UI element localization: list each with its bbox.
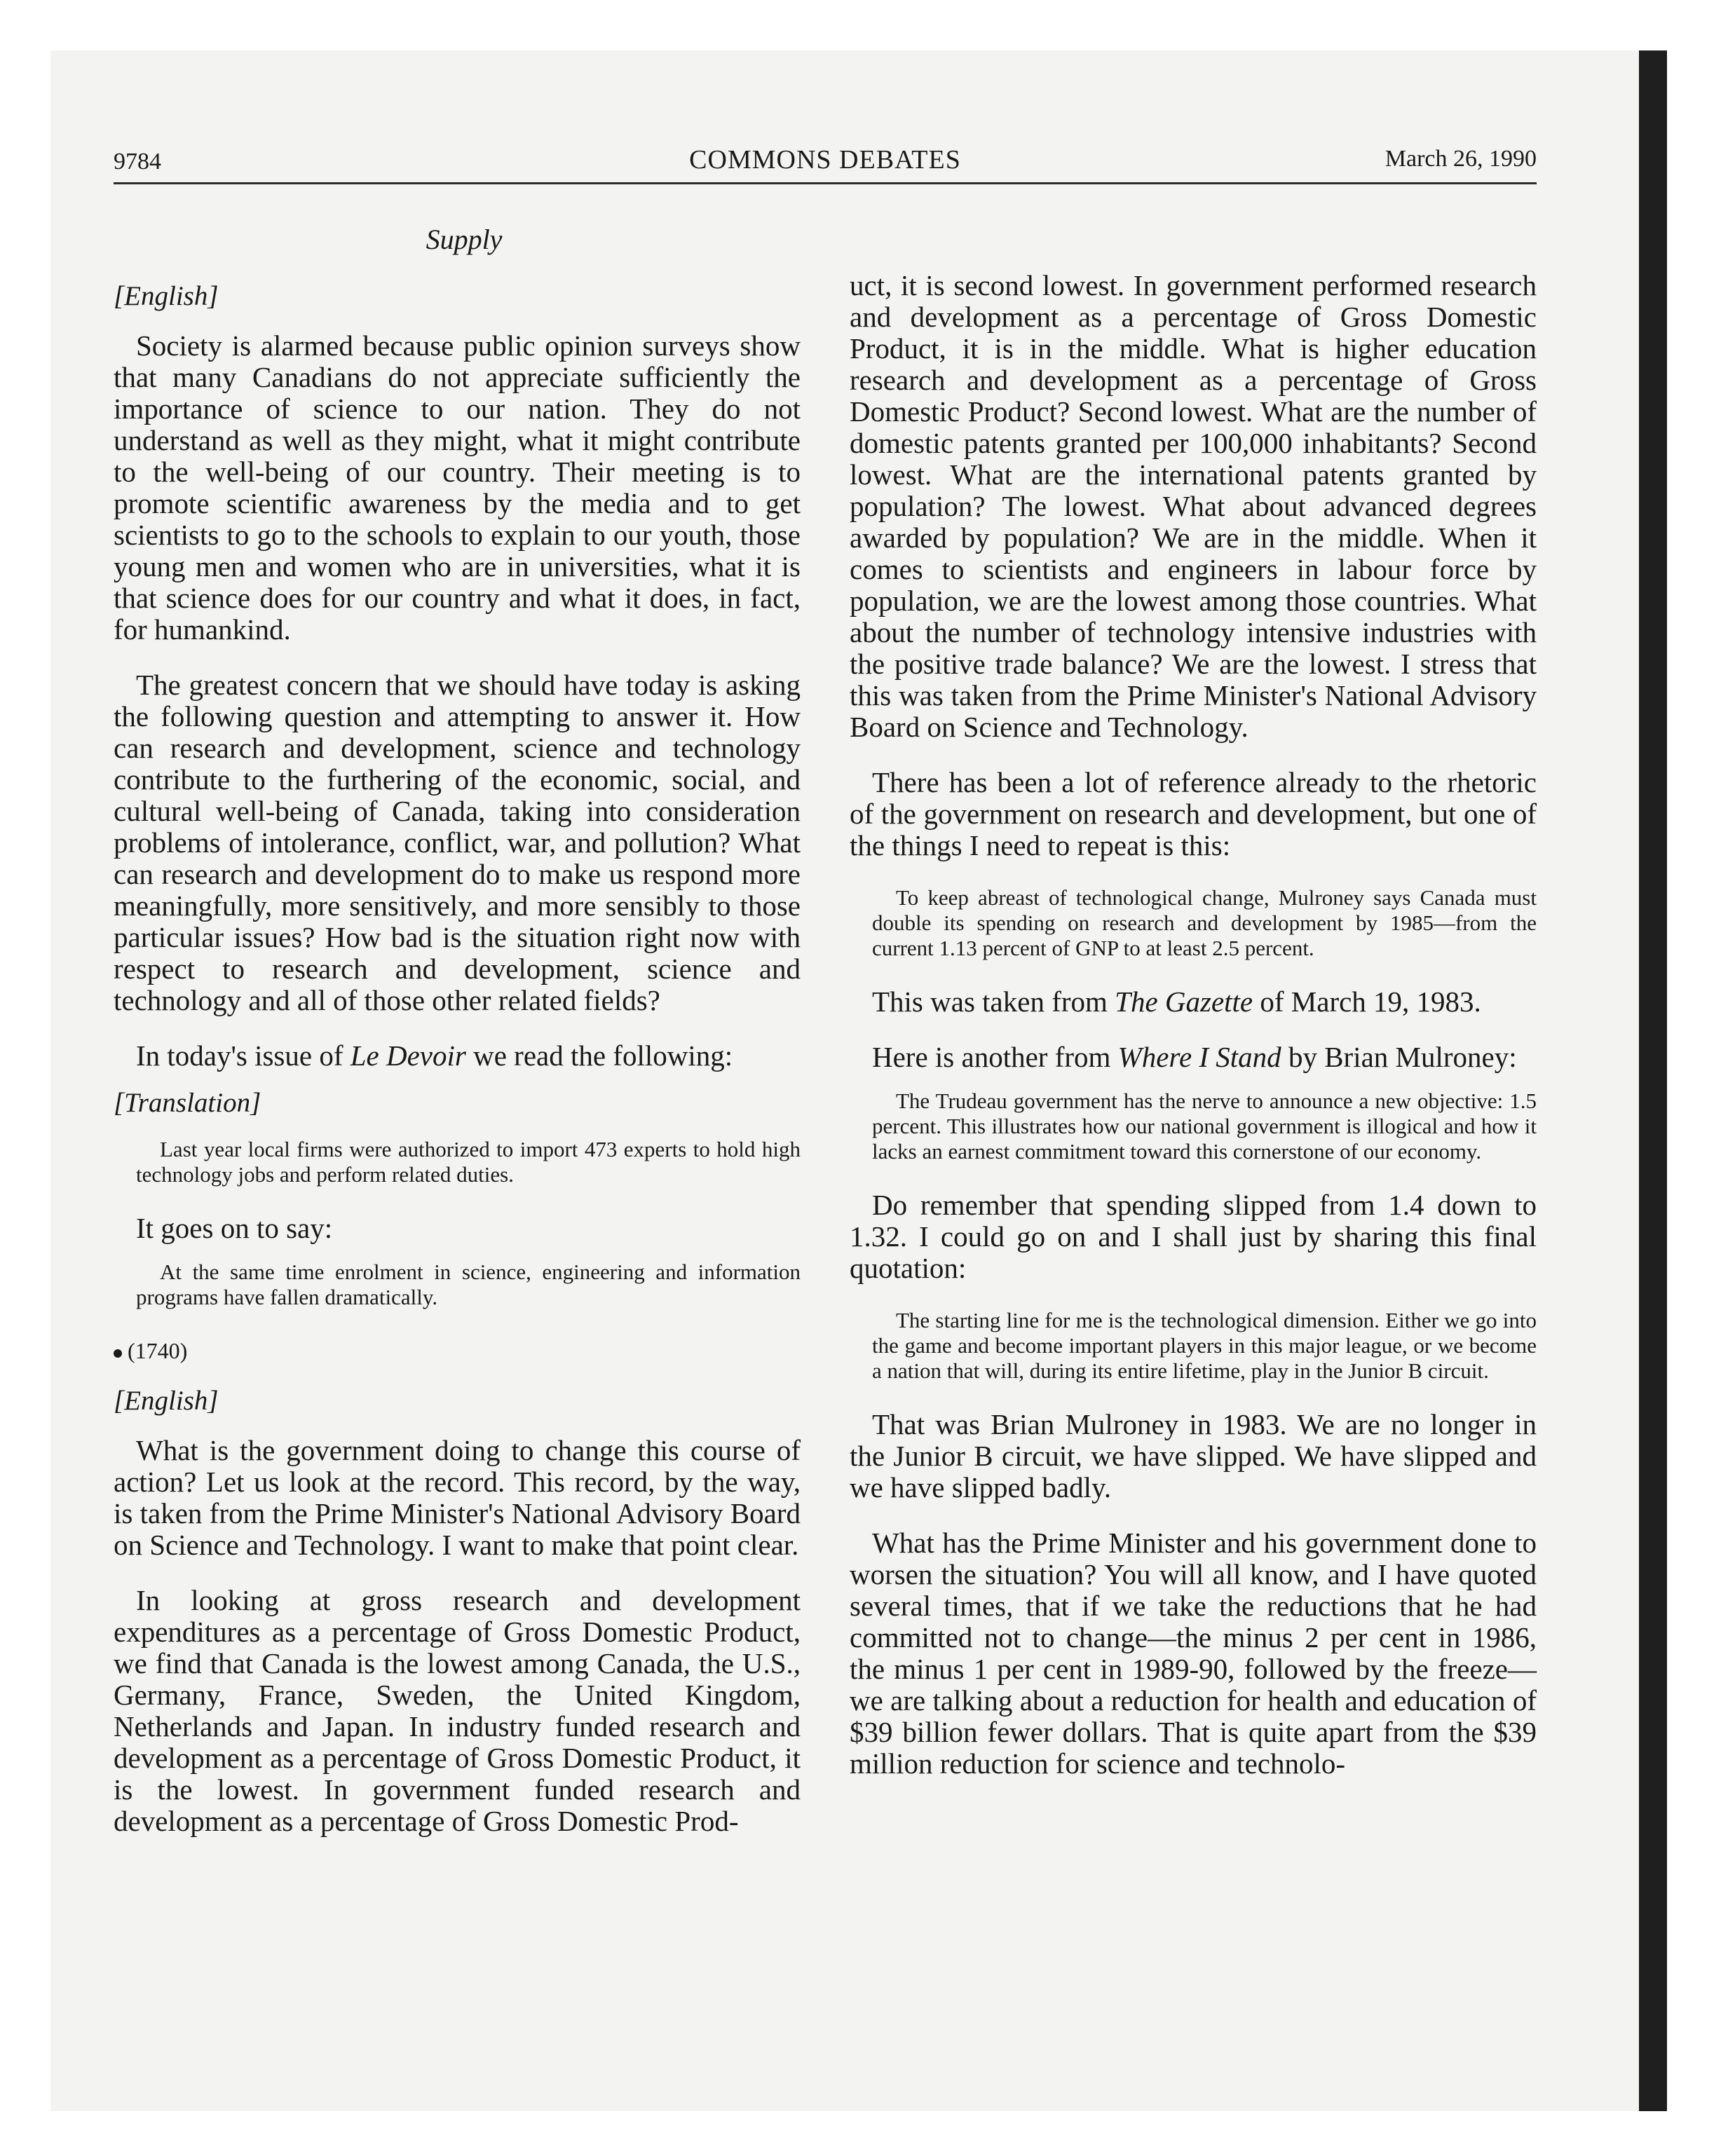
paragraph-junior-b: That was Brian Mulroney in 1983. We are no longer in the Junior B circuit, we have slipped. We have slipped and we have slipped badly. — [850, 1408, 1537, 1503]
time-marker-text: (1740) — [128, 1338, 188, 1363]
left-column — [114, 270, 801, 1861]
devoir-title: Le Devoir — [350, 1039, 466, 1072]
paragraph-concern: The greatest concern that we should have today is asking the following question and attempting to answer it. How can research and development, science and technology contribute to the furthering of the economic, social, and cultural well-being of Canada, taking into consideration problems of intolerance, conflict, war, and pollution? What can research and development do to make us respond more meaningfully, more sensitively, and more sensibly to those particular issues? How bad is the situation right now with respect to research and development, science and technology and all of those other related fields? — [114, 669, 801, 1016]
devoir-intro-before: In today's issue of — [136, 1039, 351, 1072]
document-page — [114, 140, 1537, 1837]
quote-enrolment: At the same time enrolment in science, engineering and information programs have fallen dramatically. — [136, 1260, 801, 1309]
gazette-before: This was taken from — [872, 985, 1115, 1018]
page-header — [114, 140, 1537, 184]
scan-edge-shadow — [1639, 50, 1667, 2111]
paragraph-gross: In looking at gross research and development expenditures as a percentage of Gross Domestic Product, we find that Canada is the lowest among Canada, the U.S., Germany, France, Sweden, the United Kingdom, Netherlands and Japan. In industry funded research and development as a percentage of Gross Domestic Product, it is the lowest. In government funded research and development as a percentage of Gross Domestic Prod- — [114, 1584, 801, 1837]
publication-title: COMMONS DEBATES — [689, 145, 961, 175]
stand-before: Here is another from — [872, 1041, 1118, 1073]
publication-date: March 26, 1990 — [1384, 146, 1537, 172]
paragraph-gazette — [850, 986, 1537, 1018]
page-number: 9784 — [114, 149, 161, 175]
devoir-intro-after: we read the following: — [465, 1039, 733, 1072]
bullet-icon — [114, 1349, 122, 1358]
language-tag-translation: [Translation] — [114, 1088, 261, 1118]
paragraph-society: Society is alarmed because public opinion surveys show that many Canadians do not appreciate sufficiently the importance of science to our nation. They do not understand as well as they might, what it might contribute to the well-being of our country. Their meeting is to promote scientific awareness by the media and to get scientists to go to the schools to explain to our youth, those young men and women who are in universities, what it is that science does for our country and what it does, in fact, for humankind. — [114, 329, 801, 646]
quote-abreast: To keep abreast of technological change, Mulroney says Canada must double its spending on research and development by 1985—from the current 1.13 percent of GNP to at least 2.5 percent. — [872, 885, 1537, 960]
paragraph-devoir-intro — [114, 1040, 801, 1072]
paragraph-remember: Do remember that spending slipped from 1.4 down to 1.32. I could go on and I shall just by sharing this final quotation: — [850, 1189, 1537, 1284]
stand-after: by Brian Mulroney: — [1281, 1041, 1517, 1073]
paragraph-worsen: What has the Prime Minister and his government done to worsen the situation? You will all know, and I have quoted several times, that if we take the reductions that he had committed not to change—the minus 2 per cent in 1986, the minus 1 per cent in 1989-90, followed by the freeze—we are talking about a reduction for health and education of $39 billion fewer dollars. That is quite apart from the $39 million reduction for science and technolo- — [850, 1527, 1537, 1780]
stand-title: Where I Stand — [1117, 1041, 1281, 1073]
paragraph-continued: uct, it is second lowest. In government performed research and development as a percentage of Gross Domestic Product, it is in the middle. What is higher education research and development as a percentage of Gross Domestic Product? Second lowest. What are the number of domestic patents granted per 100,000 inhabitants? Second lowest. What are the international patents granted by population? The lowest. What about advanced degrees awarded by population? We are in the middle. When it comes to scientists and engineers in labour force by population, we are the lowest among those countries. What about the number of technology intensive industries with the positive trade balance? We are the lowest. I stress that this was taken from the Prime Minister's National Advisory Board on Science and Technology. — [850, 269, 1537, 743]
paragraph-where-i-stand — [850, 1042, 1537, 1073]
quote-firms: Last year local firms were authorized to import 473 experts to hold high technology jobs and perform related duties. — [136, 1137, 801, 1187]
time-marker — [114, 1338, 801, 1364]
quote-starting-line: The starting line for me is the technological dimension. Either we go into the game and become important players in this major league, or we become a nation that will, during its entire lifetime, play in the Junior B circuit. — [872, 1308, 1537, 1383]
language-tag-english: [English] — [114, 281, 219, 311]
quote-trudeau: The Trudeau government has the nerve to announce a new objective: 1.5 percent. This illustrates how our national government is illogical and how it lacks an earnest commitment toward this cornerstone of our economy. — [872, 1089, 1537, 1164]
right-column — [850, 270, 1537, 1803]
section-title: Supply — [426, 224, 503, 255]
paragraph-government: What is the government doing to change this course of action? Let us look at the record. This record, by the way, is taken from the Prime Minister's National Advisory Board on Science and Technology. I want to make that point clear. — [114, 1434, 801, 1561]
paragraph-reference: There has been a lot of reference already to the rhetoric of the government on research and development, but one of the things I need to repeat is this: — [850, 766, 1537, 861]
gazette-title: The Gazette — [1115, 985, 1253, 1018]
paragraph-goes-on: It goes on to say: — [136, 1212, 333, 1244]
language-tag-english-2: [English] — [114, 1386, 219, 1416]
gazette-after: of March 19, 1983. — [1253, 985, 1481, 1018]
